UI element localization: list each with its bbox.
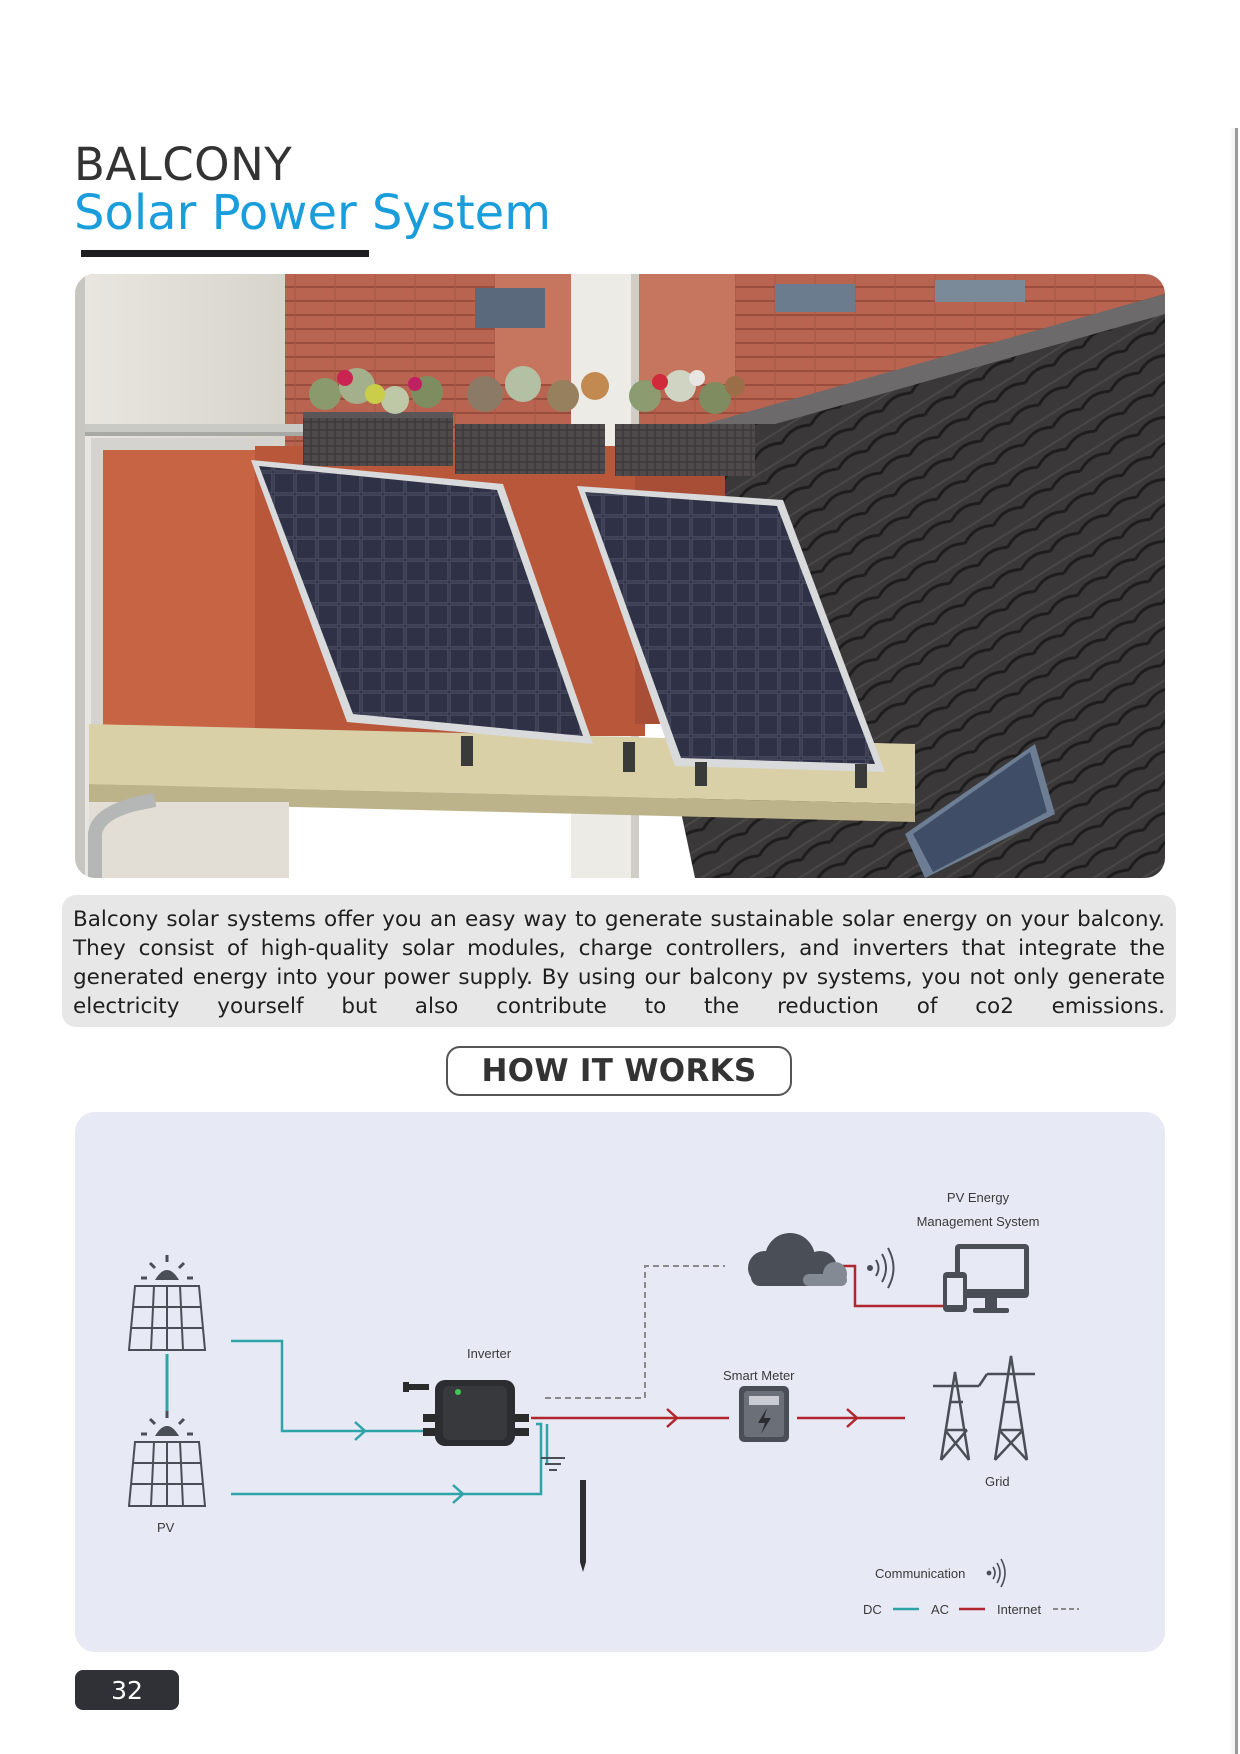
internet-line <box>545 1266 725 1398</box>
ems-label-line1: PV Energy <box>946 1190 1010 1205</box>
ground-icon <box>541 1458 586 1572</box>
monitor-phone-icon <box>943 1244 1029 1313</box>
intro-textbox <box>62 895 1176 1027</box>
grid-tower-icon <box>933 1356 1035 1460</box>
smart-meter-label: Smart Meter <box>723 1368 795 1383</box>
how-it-works-diagram <box>75 1112 1165 1652</box>
page-title-line2: Solar Power System <box>74 185 551 241</box>
how-it-works-button[interactable]: HOW IT WORKS <box>446 1046 792 1096</box>
cloud-icon <box>748 1233 847 1286</box>
pv-panel-top-icon <box>129 1255 205 1350</box>
inverter-icon <box>403 1380 529 1446</box>
page-edge-line <box>1235 128 1238 1754</box>
legend-internet-label: Internet <box>997 1602 1042 1617</box>
pv-label: PV <box>157 1520 175 1535</box>
page-number: 32 <box>75 1670 179 1710</box>
ems-label-line2: Management System <box>916 1214 1040 1229</box>
legend-ac-label: AC <box>931 1602 950 1617</box>
title-underline <box>81 250 369 257</box>
intro-paragraph: Balcony solar systems offer you an easy way to generate sustainable solar energy on your balcony. They consist of high-quality solar modules, charge controllers, and inverters that integrate the generated energy into your power supply. By using our balcony pv systems, you not only generate electricity yourself but also contribute to the reduction of co2 emissions. <box>73 907 1165 1019</box>
ac-lines <box>531 1266 943 1427</box>
balcony-solar-panels-photo-icon <box>75 274 1165 878</box>
wireless-signal-icon <box>868 1248 894 1288</box>
inverter-label: Inverter <box>467 1346 512 1361</box>
pv-panel-bottom-icon <box>129 1411 205 1506</box>
grid-label: Grid <box>985 1474 1010 1489</box>
page-title-line1: BALCONY <box>74 138 293 191</box>
legend-communication-label: Communication <box>875 1566 966 1581</box>
smart-meter-icon <box>739 1386 789 1442</box>
legend-dc-label: DC <box>863 1602 882 1617</box>
legend-wireless-icon <box>987 1559 1005 1587</box>
balcony-solar-photo <box>75 274 1165 878</box>
